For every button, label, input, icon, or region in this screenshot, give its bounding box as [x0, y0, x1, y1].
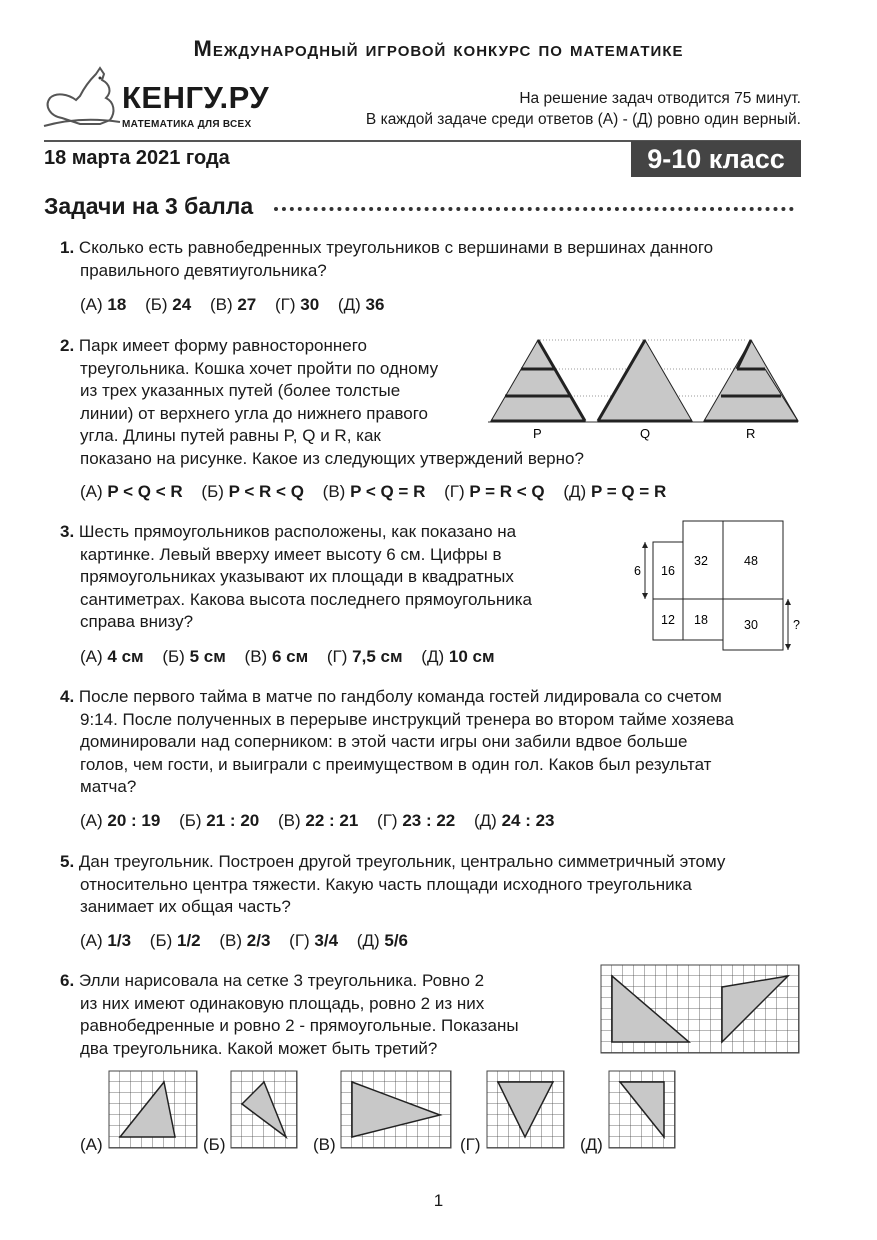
option-d: (Г) 30: [275, 295, 320, 314]
option-d: (Г) 7,5 см: [326, 647, 403, 666]
problem-4-options: [80, 811, 569, 831]
option-a: (А) 18: [80, 295, 127, 314]
brand-subtitle: МАТЕМАТИКА ДЛЯ ВСЕХ: [122, 119, 252, 130]
triangle-p: [491, 340, 585, 421]
problem-3: 3. Шесть прямоугольников расположены, как показано на картинке. Левый вверху имеет высоту 6 см. Цифры в прямоугольниках указывают их площади в квадратных сантиметрах. Какова высота последнего прямоугольника справа внизу?: [60, 522, 532, 631]
option-a: (А) P < Q < R: [80, 482, 183, 501]
option-a-grid: [108, 1070, 198, 1152]
problem-2-options: [80, 482, 680, 502]
option-b: (Б) 21 : 20: [179, 811, 260, 830]
svg-text:12: 12: [661, 613, 675, 627]
given-triangles-grid: [600, 964, 800, 1058]
brand-name: КЕНГУ.РУ: [122, 80, 270, 115]
option-c-label: (В): [313, 1135, 336, 1154]
option-e-label: (Д): [580, 1135, 603, 1154]
option-e-grid: [608, 1070, 680, 1152]
svg-text:30: 30: [744, 618, 758, 632]
problem-4: 4. После первого тайма в матче по гандболу команда гостей лидировала со счетом 9:14. После полученных в перерыве инструкций тренера во втором тайме хозяева доминировали над соперником: в этой части игры они забили вдвое больше голов, чем гости, и выиграли с преимуществом в один гол. Каков был результат матча?: [60, 687, 734, 796]
triangle-r: [704, 340, 798, 421]
option-e: (Д) 24 : 23: [473, 811, 555, 830]
option-e: (Д) 36: [337, 295, 385, 314]
contest-title: Международный игровой конкурс по математике: [193, 36, 684, 61]
svg-text:16: 16: [661, 564, 675, 578]
option-c: (В) 22 : 21: [277, 811, 359, 830]
rules-text: [366, 88, 801, 130]
svg-text:32: 32: [694, 554, 708, 568]
option-a-label: (А): [80, 1135, 103, 1154]
problem-1-options: [80, 295, 398, 315]
option-c: (В) P < Q = R: [322, 482, 426, 501]
option-a: (А) 20 : 19: [80, 811, 161, 830]
section-title: Задачи на 3 балла: [44, 193, 254, 219]
option-d-grid: [486, 1070, 568, 1152]
label-q: Q: [640, 426, 651, 441]
option-c: (В) 27: [209, 295, 257, 314]
option-b: (Б) 1/2: [149, 931, 201, 950]
option-d-label: (Г): [460, 1135, 481, 1154]
option-e: (Д) 10 см: [421, 647, 495, 666]
rule-time: На решение задач отводится 75 минут.: [519, 90, 801, 107]
option-c: (В) 2/3: [219, 931, 271, 950]
label-p: P: [533, 426, 542, 441]
triangle-q: [598, 340, 692, 421]
park-triangles-figure: [488, 336, 803, 444]
problem-5-options: [80, 931, 422, 951]
option-a: (А) 1/3: [80, 931, 132, 950]
problem-number: 1.: [60, 238, 75, 257]
contest-date: 18 марта 2021 года: [44, 147, 230, 169]
problem-1: 1. Сколько есть равнобедренных треугольников с вершинами в вершинах данного правильного девятиугольника?: [60, 238, 714, 280]
option-e: (Д) P = Q = R: [563, 482, 667, 501]
problem-5: 5. Дан треугольник. Построен другой треугольник, центрально симметричный этому относительно центра тяжести. Какую часть площади исходного треугольника занимает их общая часть?: [60, 852, 726, 916]
option-b-label: (Б): [203, 1135, 226, 1154]
option-b: (Б) P < R < Q: [201, 482, 304, 501]
option-d: (Г) 3/4: [289, 931, 339, 950]
rectangles-figure: [630, 518, 805, 656]
svg-text:18: 18: [694, 613, 708, 627]
option-a: (А) 4 см: [80, 647, 144, 666]
svg-text:?: ?: [793, 618, 800, 632]
option-d: (Г) P = R < Q: [444, 482, 545, 501]
svg-text:6: 6: [634, 564, 641, 578]
option-b: (Б) 24: [145, 295, 192, 314]
problem-6: 6. Элли нарисовала на сетке 3 треугольника. Ровно 2 из них имеют одинаковую площадь, ровно 2 из них равнобедренные и ровно 2 - прямоугольные. Показаны два треугольника. Какой может быть третий?: [60, 971, 519, 1058]
option-e: (Д) 5/6: [356, 931, 409, 950]
svg-text:48: 48: [744, 554, 758, 568]
problem-3-options: [80, 647, 509, 667]
option-b-grid: [230, 1070, 302, 1152]
rule-answers: В каждой задаче среди ответов (А) - (Д) ровно один верный.: [365, 111, 801, 128]
problem-2: 2. Парк имеет форму равностороннего треугольника. Кошка хочет пройти по одному из трех указанных путей (более толстые линии) от верхнего угла до нижнего правого угла. Длины путей равны P, Q и R, как показано на рисунке. Какое из следующих утверждений верно?: [60, 336, 584, 468]
option-c: (В) 6 см: [244, 647, 309, 666]
option-b: (Б) 5 см: [162, 647, 226, 666]
option-d: (Г) 23 : 22: [377, 811, 456, 830]
page-number: 1: [433, 1191, 444, 1210]
grade-badge: 9-10 класс: [631, 141, 801, 177]
option-c-grid: [340, 1070, 452, 1152]
section-dots: [274, 201, 794, 211]
label-r: R: [746, 426, 756, 441]
